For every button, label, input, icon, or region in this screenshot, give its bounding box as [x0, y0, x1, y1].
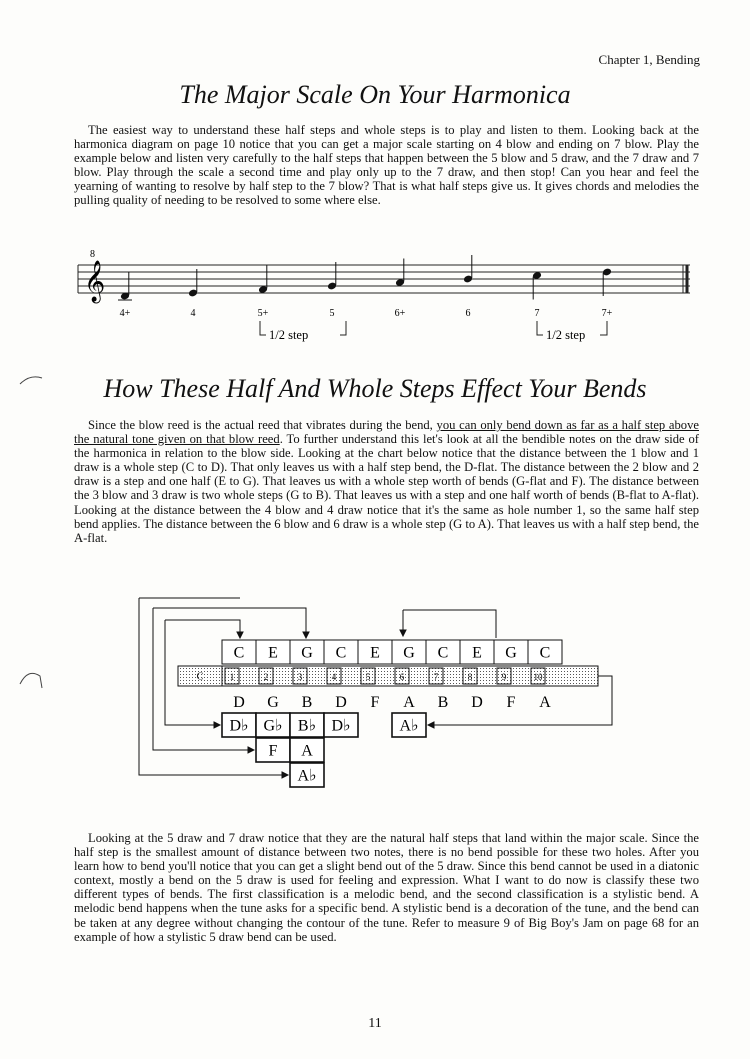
bend-half-step-cell-label: D♭ — [331, 717, 351, 735]
bend-half-step-cell — [324, 713, 358, 737]
hole-number-label: 10 — [533, 672, 543, 682]
bend-half-step-cell — [256, 713, 290, 737]
arrow-icon — [282, 772, 288, 778]
music-staff-figure — [70, 245, 695, 350]
notes-group — [118, 255, 612, 300]
bend-whole-step-cell-label: A — [301, 742, 313, 760]
blow-note-cell — [392, 640, 426, 664]
tab-label: 5+ — [257, 308, 269, 319]
page-number: 11 — [368, 1016, 382, 1031]
blow-note-cell-label: E — [268, 644, 278, 662]
note — [188, 269, 198, 297]
bend-half-step-cell-label: D♭ — [229, 717, 249, 735]
key-cell — [178, 666, 222, 686]
paragraph-bends — [74, 418, 699, 545]
bend-half-step-cell — [290, 713, 324, 737]
blow-note-cell-label: C — [437, 644, 449, 662]
draw-note-label: D — [471, 694, 483, 711]
hole-number-cell — [497, 668, 511, 684]
hole-number-label: 4 — [331, 672, 337, 682]
hole-number-cell — [327, 668, 341, 684]
draw-note-label: B — [301, 694, 313, 711]
hole-number-label: 1 — [229, 672, 235, 682]
draw-note-label: D — [335, 694, 347, 711]
blow-note-cell — [324, 640, 358, 664]
chart-connectors — [139, 598, 612, 778]
connector-line — [153, 608, 306, 638]
blow-note-cell — [494, 640, 528, 664]
paragraph-bends-lead: Since the blow reed is the actual reed that vibrates during the bend, — [88, 418, 437, 432]
clef-octave-mark: 8 — [90, 249, 95, 260]
bend-three-half-cell-label: A♭ — [297, 767, 317, 785]
arrow-icon — [248, 747, 254, 753]
half-step-label-2: 1/2 step — [546, 328, 586, 342]
draw-note-label: B — [437, 694, 449, 711]
half-step-label-1: 1/2 step — [269, 328, 309, 342]
hole-number-cell — [361, 668, 375, 684]
blow-note-cell-label: E — [370, 644, 380, 662]
paragraph-classification: Looking at the 5 draw and 7 draw notice that they are the natural half steps that land within the major scale. Since the half step is the smallest amount of distance between two notes, there is no bend possible for these two holes. After you learn how to bend you'll notice that you can get a slight bend out of the 5 draw. Since this bend cannot be used in a diatonic context, mostly a bend on the 5 draw is used for feeling and expression. What I want to do now is classify these two different types of bends. The first classification is a melodic bend, and the second classification is a stylistic bend. A melodic bend happens when the tune asks for a specific bend. A stylistic bend is a decoration of the tune, and the bend can be taken at any degree without changing the contour of the tune. Refer to measure 9 of Big Boy's Jam on page 68 for an example of how a stylistic 5 draw bend can be used. — [74, 831, 699, 944]
note — [395, 259, 405, 287]
hole-number-label: 8 — [467, 672, 473, 682]
hole-number-cell — [225, 668, 239, 684]
paragraph-bends-underlined: you can only bend down as far as a half step above the natural tone given on that blow reed — [74, 418, 699, 447]
hole-number-label: 3 — [297, 672, 303, 682]
tab-label: 4 — [190, 308, 196, 319]
section-title-major-scale: The Major Scale On Your Harmonica — [179, 80, 571, 109]
blow-note-cell-label: C — [539, 644, 551, 662]
hole-number-cell — [429, 668, 443, 684]
hole-number-label: 7 — [433, 672, 439, 682]
hole-number-label: 9 — [501, 672, 507, 682]
treble-clef-icon: 𝄞 — [84, 261, 106, 301]
note — [463, 255, 473, 283]
draw-note-label: F — [506, 694, 516, 711]
key-cell-label: C — [196, 671, 204, 683]
connector-line — [403, 610, 496, 638]
staff-lines — [78, 265, 690, 293]
arrow-icon — [237, 632, 243, 638]
blow-note-cell — [528, 640, 562, 664]
tab-label: 7+ — [601, 308, 613, 319]
hole-number-label: 2 — [263, 672, 269, 682]
draw-note-label: G — [267, 694, 279, 711]
blow-note-cell-label: E — [472, 644, 482, 662]
section-title-half-whole-steps: How These Half And Whole Steps Effect Your Bends — [103, 374, 647, 403]
note — [602, 268, 612, 296]
note — [532, 271, 542, 299]
blow-note-cell-label: G — [403, 644, 415, 662]
note — [327, 262, 337, 290]
bend-whole-step-cell — [290, 738, 324, 762]
blow-note-cell — [460, 640, 494, 664]
hole-number-cell — [531, 668, 545, 684]
draw-note-label: D — [233, 694, 245, 711]
hole-number-cell — [463, 668, 477, 684]
hole-number-label: 6 — [399, 672, 405, 682]
bend-half-step-cell — [222, 713, 256, 737]
blow-note-cell-label: G — [505, 644, 517, 662]
arrow-icon — [428, 722, 434, 728]
paragraph-bends-rest: . To further understand this let's look at all the bendible notes on the draw side of the harmonica in relation to the blow side. Looking at the chart below notice that the distance between the 1 blow and 1 draw is a whole step (C to D). That only leaves us with a half step bend, the D-flat. The distance between the 2 blow and 2 draw is a step and one half (E to G). That leaves us with a whole step worth of bends (G-flat and F). The distance between the 3 blow and 3 draw is two whole steps (G to B). That leaves us with a step and one half worth of bends (B-flat to A-flat). Looking at the distance between the 4 blow and 4 draw notice that it's the same as hole number 1, so the same half step bend applies. The distance between the 6 blow and 6 draw is a whole step (G to A). That leaves us with a half step bend, the A-flat. — [74, 432, 699, 545]
blow-note-cell — [358, 640, 392, 664]
hole-number-cell — [293, 668, 307, 684]
bend-whole-step-cell-label: F — [268, 742, 278, 760]
bend-three-half-cell — [290, 763, 324, 787]
paragraph-intro: The easiest way to understand these half steps and whole steps is to play and listen to them. Looking back at the harmonica diagram on page 10 notice that you can get a major scale starting on 4 blow and ending on 7 blow. Play the example below and listen very carefully to the half steps that happen between the 5 blow and 5 draw, and the 7 draw and 7 blow. Play through the scale a second time and play only up to the 7 draw, and then stop! Can you hear and feel the yearning of wanting to resolve by half step to the 7 blow? That is what half steps give us. It gives chords and melodies the pulling quality of needing to be resolved to some where else. — [74, 123, 699, 208]
draw-note-label: A — [403, 694, 415, 711]
bend-whole-step-cell — [256, 738, 290, 762]
bend-half-step-cell-label: G♭ — [263, 717, 283, 735]
harmonica-bend-chart — [0, 590, 750, 790]
tab-label: 6 — [465, 308, 471, 319]
hole-number-label: 5 — [365, 672, 371, 682]
hole-number-cell — [395, 668, 409, 684]
bend-half-step-cell-label: B♭ — [297, 717, 317, 735]
blow-note-cell — [222, 640, 256, 664]
blow-note-cell — [256, 640, 290, 664]
tab-labels-group — [120, 308, 613, 319]
arrow-icon — [303, 632, 309, 638]
draw-note-label: F — [370, 694, 380, 711]
note — [258, 266, 268, 294]
blow-note-cell-label: G — [301, 644, 313, 662]
arrow-icon — [400, 630, 406, 636]
blow-note-cell — [426, 640, 460, 664]
tab-label: 7 — [534, 308, 540, 319]
tab-label: 4+ — [119, 308, 131, 319]
chart-cells — [178, 640, 598, 787]
blow-note-cell — [290, 640, 324, 664]
bend-half-step-cell — [392, 713, 426, 737]
tab-label: 6+ — [394, 308, 406, 319]
blow-note-cell-label: C — [233, 644, 245, 662]
connector-line — [165, 620, 240, 638]
running-head: Chapter 1, Bending — [598, 52, 700, 67]
blow-note-cell-label: C — [335, 644, 347, 662]
hole-number-cell — [259, 668, 273, 684]
tab-label: 5 — [329, 308, 335, 319]
draw-note-label: A — [539, 694, 551, 711]
bend-half-step-cell-label: A♭ — [399, 717, 419, 735]
arrow-icon — [214, 722, 220, 728]
